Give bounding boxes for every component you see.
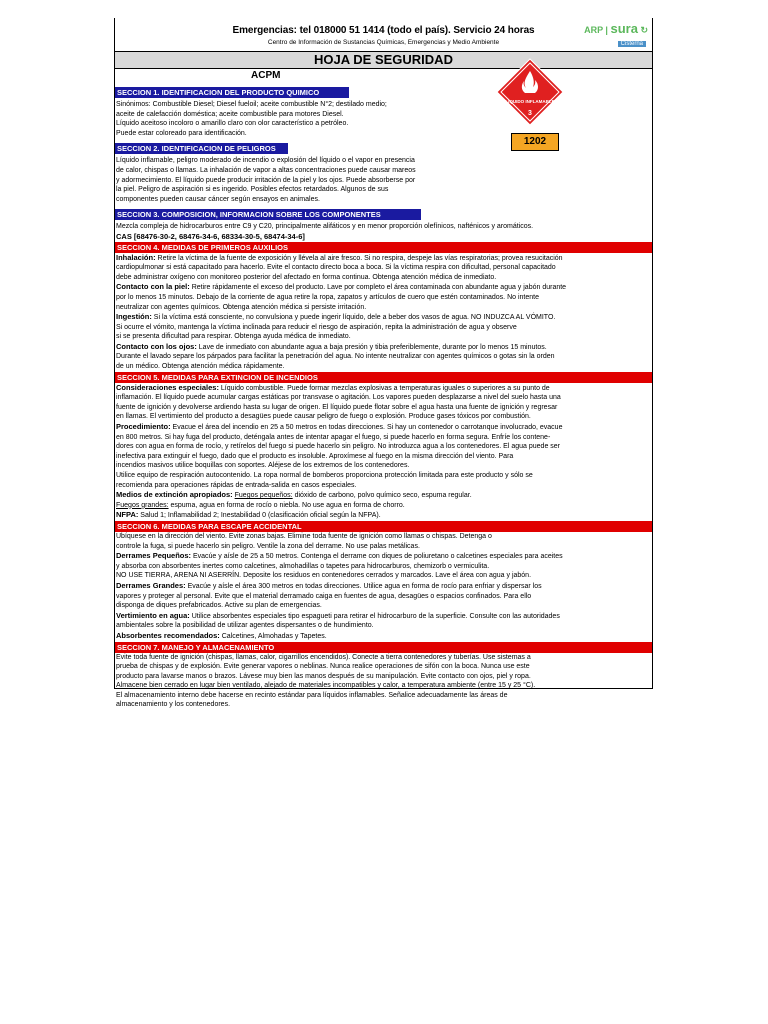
s4-line: Si ocurre el vómito, mantenga la víctima inclinada para reducir el riesgo de aspiración, repita la administración de agua y observe xyxy=(116,323,517,331)
section-2-heading: SECCION 2. IDENTIFICACION DE PELIGROS xyxy=(115,143,288,154)
hazard-diamond xyxy=(495,57,565,127)
s5-line: fuente de ignición y devolverse ardiendo hasta su lugar de origen. El líquido puede flotar sobre el agua hasta una fuente de ignición y regresar xyxy=(116,403,558,411)
s4-line: por lo menos 15 minutos. Debajo de la corriente de agua retire la ropa, zapatos y artículos de cuero que estén contaminados. No intente xyxy=(116,293,539,301)
procedure-label: Procedimiento: xyxy=(116,422,171,432)
cisterna-tag: Cisterna xyxy=(618,41,646,47)
section-4-heading: SECCION 4. MEDIDAS DE PRIMEROS AUXILIOS xyxy=(115,242,652,253)
absorbents-text: Calcetines, Almohadas y Tapetes. xyxy=(219,632,327,640)
hazard-class: 3 xyxy=(528,110,532,117)
special-text: Líquido combustible. Puede formar mezclas explosivas a temperaturas iguales o superiores a su punto de xyxy=(218,384,550,392)
s5-line: incendios masivos utilice boquillas con soportes. Aléjese de los extremos de los contenedores. xyxy=(116,462,410,470)
s6-line: vapores y proteger al personal. Evite que el material derramado caiga en fuentes de agua, desagües o espacios confinados. Para ello xyxy=(116,592,532,600)
water-spill-label: Vertimiento en agua: xyxy=(116,610,190,620)
small-fires-label: Fuegos pequeños: xyxy=(234,492,293,500)
s5-line: recomienda para operaciones rápidas de entrada-salida en casos especiales. xyxy=(116,481,357,489)
eye-label: Contacto con los ojos: xyxy=(116,341,197,351)
s7-line: Almacene bien cerrado en lugar bien ventilado, alejado de materiales incompatibles y calor, a temperatura ambiente (entre 15 y 25 °C). xyxy=(116,682,536,690)
procedure-text: Evacue el área del incendio en 25 a 50 metros en todas direcciones. Si hay un contenedor o carrotanque involucrado, evacue xyxy=(170,424,563,432)
media-label: Medios de extinción apropiados: xyxy=(116,490,233,500)
s4-line: si se presenta dificultad para respirar. Obtenga ayuda médica de inmediato. xyxy=(116,333,351,341)
s6-line: y absorba con absorbentes inertes como calcetines, almohadillas o tapetes para hidrocarburos, chemizorb o vermiculita. xyxy=(116,562,490,570)
sura-swirl-icon: ↻ xyxy=(640,25,648,35)
s3-line: Mezcla compleja de hidrocarburos entre C9 y C20, principalmente alifáticos y en menor proporción olefínicos, nafténicos y aromáticos. xyxy=(116,223,534,231)
special-label: Consideraciones especiales: xyxy=(116,382,219,392)
page-title: HOJA DE SEGURIDAD xyxy=(115,51,652,69)
s6-line: ambientales sobre la posibilidad de utilizar agentes dispersantes o de hundimiento. xyxy=(116,622,374,630)
ingestion-text: Si la víctima está consciente, no convulsiona y puede ingerir líquido, dele a beber dos vasos de agua. NO INDUZCA AL VÓMITO. xyxy=(151,314,556,322)
s7-line: almacenamiento y los contenedores. xyxy=(116,701,231,709)
s4-line: de un médico. Obtenga atención médica rápidamente. xyxy=(116,363,285,371)
section-1-text xyxy=(115,100,488,138)
s1-line: Puede estar coloreado para identificación. xyxy=(116,129,247,137)
s1-line: Líquido aceitoso incoloro o amarillo claro con olor característico a petróleo. xyxy=(116,120,349,128)
s6-line: Ubíquese en la dirección del viento. Evite zonas bajas. Elimine toda fuente de ignición como llamas o chispas. Detenga o xyxy=(116,532,492,540)
s2-line: de calor, chispas o llamas. La inhalación de vapor a altas concentraciones puede causar mareos xyxy=(116,166,416,174)
ingestion-label: Ingestión: xyxy=(116,312,152,322)
un-number: 1202 xyxy=(511,133,559,151)
section-7-text xyxy=(115,653,652,711)
s5-line: en 800 metros. Si hay fuga del producto, deténgala antes de intentar apagar el fuego, si puede hacerlo en forma segura. Enfríe los contene- xyxy=(116,433,551,441)
water-spill-text: Utilice absorbentes especiales tipo espagueti para retirar el hidrocarburo de la superficie. Consulte con las autoridades xyxy=(189,612,560,620)
s1-line: aceite de calefacción doméstica; aceite combustible para motores Diesel. xyxy=(116,110,344,118)
large-spill-label: Derrames Grandes: xyxy=(116,580,186,590)
center-line: Centro de Información de Sustancias Químicas, Emergencias y Medio Ambiente xyxy=(267,39,500,46)
header xyxy=(115,18,652,51)
nfpa-label: NFPA: xyxy=(116,510,139,520)
cas-numbers: CAS [68476-30-2, 68476-34-6, 68334-30-5, 68474-34-6] xyxy=(116,231,305,241)
section-1-heading: SECCION 1. IDENTIFICACION DEL PRODUCTO QUIMICO xyxy=(115,87,349,98)
section-6-heading: SECCION 6. MEDIDAS PARA ESCAPE ACCIDENTAL xyxy=(115,521,652,532)
s5-line: Utilice equipo de respiración autocontenido. La ropa normal de bomberos proporciona protección limitada para este producto y sólo se xyxy=(116,472,533,479)
s7-line: producto para lavarse manos o brazos. Lávese muy bien las manos después de su manipulación. Evite contacto con ojos, piel y ropa. xyxy=(116,672,531,680)
s6-line: NO USE TIERRA, ARENA NI ASERRÍN. Deposite los residuos en contenedores cerrados y marcados. Lave el área con agua y jabón. xyxy=(116,572,532,580)
s7-line: El almacenamiento interno debe hacerse en recinto estándar para líquidos inflamables. Señalice adecuadamente las áreas de xyxy=(116,691,508,699)
s4-line: cardiopulmonar si está capacitado para hacerlo. Evite el contacto directo boca a boca. Si la víctima respira con dificultad, personal capacitado xyxy=(116,264,556,272)
s5-line: inefectiva para extinguir el fuego, dado que el producto es insoluble. Aproxímese al fuego en la misma dirección del viento. Para xyxy=(116,452,514,460)
small-spill-text: Evacúe y aísle de 25 a 50 metros. Contenga el derrame con diques de poliuretano o calcetines especiales para aceites xyxy=(191,553,563,561)
s1-line: Sinónimos: Combustible Diesel; Diesel fueloil; aceite combustible N°2; destilado medio; xyxy=(116,101,387,108)
product-name: ACPM xyxy=(251,70,281,81)
s7-line: prueba de chispas y de explosión. Evite generar vapores o neblinas. Nunca realice operaciones de sifón con la boca. Nunca use este xyxy=(116,663,530,671)
s6-line: controle la fuga, si puede hacerlo sin peligro. Ventile la zona del derrame. No use palas metálicas. xyxy=(116,542,420,550)
section-6-text xyxy=(115,532,652,642)
s2-line: Líquido inflamable, peligro moderado de incendio o explosión del líquido o el vapor en presencia xyxy=(116,157,415,165)
eye-text: Lave de inmediato con abundante agua a baja presión y tibia preferiblemente, durante por lo menos 15 minutos. xyxy=(196,343,547,351)
sura-logo xyxy=(584,21,648,36)
section-7-heading: SECCION 7. MANEJO Y ALMACENAMIENTO xyxy=(115,642,652,653)
skin-text: Retire rápidamente el exceso del producto. Lave por completo el área contaminada con abundante agua y jabón durante xyxy=(189,284,567,292)
section-4-text xyxy=(115,253,652,372)
inhalation-label: Inhalación: xyxy=(116,252,156,262)
nfpa-text: Salud 1; Inflamabilidad 2; Inestabilidad 0 (clasificación oficial según la NFPA). xyxy=(138,512,381,520)
absorbents-label: Absorbentes recomendados: xyxy=(116,630,220,640)
s2-line: componentes pueden causar cáncer según ensayos en animales. xyxy=(116,195,320,203)
section-2-text xyxy=(115,156,463,204)
s4-line: neutralizar con agentes químicos. Obtenga atención médica si persiste irritación. xyxy=(116,303,367,311)
s2-line: la piel. Peligro de aspiración si es ingerido. Posibles efectos retardados. Algunos de sus xyxy=(116,186,389,194)
s6-line: disponga de diques prefabricados. Active su plan de emergencias. xyxy=(116,602,322,610)
safety-sheet xyxy=(114,18,653,709)
s5-line: dores con agua en forma de rocío, y retírelos del fuego si puede hacerlo sin peligro. No introduzca agua a los contenedores. El agua puede ser xyxy=(116,443,561,451)
s4-line: debe administrar oxígeno con monitoreo posterior del afectado en forma continua. Obtenga atención médica de inmediato. xyxy=(116,273,497,281)
section-5-text xyxy=(115,383,652,521)
inhalation-text: Retire la víctima de la fuente de exposición y llévela al aire fresco. Si no respira, despeje las vías respiratorias; provea resucitación xyxy=(155,254,563,262)
skin-label: Contacto con la piel: xyxy=(116,282,190,292)
large-fires-label: Fuegos grandes: xyxy=(116,501,169,509)
large-fires-text: espuma, agua en forma de rocío o niebla. No use agua en forma de chorro. xyxy=(168,501,405,509)
s2-line: y adormecimiento. El líquido puede producir irritación de la piel y los ojos. Puede absorberse por xyxy=(116,176,416,184)
small-fires-text: dióxido de carbono, polvo químico seco, espuma regular. xyxy=(292,492,472,500)
diamond-label: LIQUIDO INFLAMABLE xyxy=(505,99,555,104)
logo-arp: ARP | xyxy=(584,25,608,35)
section-3-text xyxy=(115,222,652,241)
s7-line: Evite toda fuente de ignición (chispas, llamas, calor, cigarrillos encendidos). Conecte a tierra contenedores y tuberías. Use sistemas a xyxy=(116,653,531,661)
top-section xyxy=(115,69,652,222)
section-5-heading: SECCION 5. MEDIDAS PARA EXTINCION DE INCENDIOS xyxy=(115,372,652,383)
section-3-heading: SECCION 3. COMPOSICION, INFORMACION SOBRE LOS COMPONENTES xyxy=(115,209,421,220)
emergency-line: Emergencias: tel 018000 51 1414 (todo el país). Servicio 24 horas xyxy=(232,25,535,36)
small-spill-label: Derrames Pequeños: xyxy=(116,551,192,561)
large-spill-text: Evacúe y aísle el área 300 metros en todas direcciones. Utilice agua en forma de rocío para enfriar y dispersar los xyxy=(185,582,542,590)
logo-sura: sura xyxy=(610,21,638,36)
flammable-liquid-icon xyxy=(495,57,565,127)
s5-line: en llamas. El vertimiento del producto a desagües puede causar peligro de fuego o explosión. Produce gases tóxicos por combustión. xyxy=(116,413,531,421)
s5-line: inflamación. El líquido puede acumular cargas estáticas por transvase o agitación. Los vapores pueden desplazarse a nivel del suelo hasta una xyxy=(116,394,561,402)
s4-line: Durante el lavado separe los párpados para facilitar la penetración del agua. No intente neutralizar con agentes químicos o gotas sin la orden xyxy=(116,353,555,361)
